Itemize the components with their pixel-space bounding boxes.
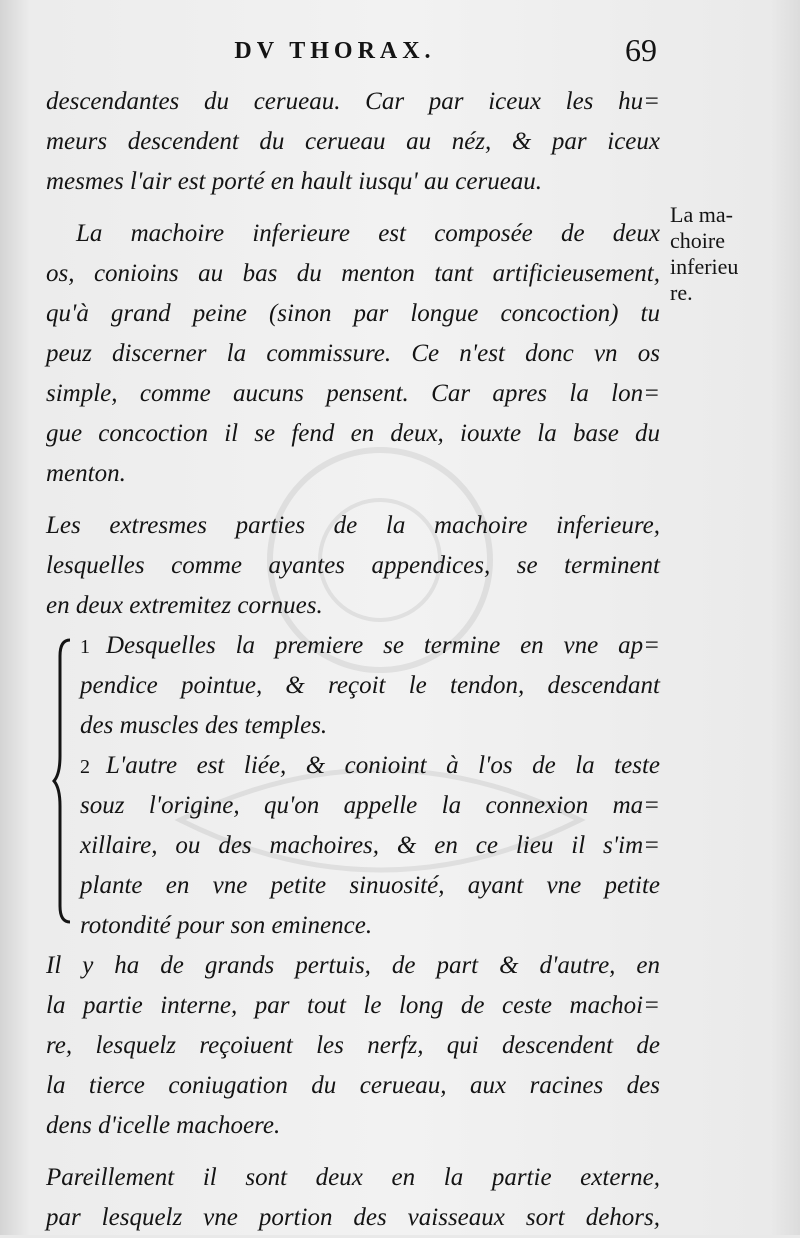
marginal-note <box>670 202 780 306</box>
text-line: os, conioins au bas du menton tant artificieusement, <box>46 260 660 287</box>
list-line-text: Desquelles la premiere se termine en vne ap= <box>106 632 660 659</box>
paragraph <box>46 506 660 626</box>
text-line: en deux extremitez cornues. <box>46 592 323 619</box>
list-item <box>46 746 660 946</box>
text-line: pendice pointue, & reçoit le tendon, descendant <box>80 672 660 699</box>
text-line: re, lesquelz reçoiuent les nerfz, qui descendent de <box>46 1032 660 1059</box>
text-line: lesquelles comme ayantes appendices, se terminent <box>46 552 660 579</box>
paragraph <box>46 1158 660 1238</box>
running-head: DV THORAX. <box>234 38 436 64</box>
text-line <box>46 746 660 786</box>
paragraph <box>46 214 660 494</box>
text-line: xillaire, ou des machoires, & en ce lieu il s'im= <box>80 832 660 859</box>
marginal-note-line: La ma- <box>670 202 733 227</box>
paragraph <box>46 82 660 202</box>
marginal-note-line: inferieu <box>670 254 739 279</box>
text-line: des muscles des temples. <box>80 712 328 739</box>
list-number: 2 <box>80 756 90 778</box>
page-number: 69 <box>625 32 657 68</box>
text-line: simple, comme aucuns pensent. Car apres la lon= <box>46 380 660 407</box>
text-line: qu'à grand peine (sinon par longue concoction) tu <box>46 300 660 327</box>
text-line: plante en vne petite sinuosité, ayant vne petite <box>80 872 660 899</box>
text-line: rotondité pour son eminence. <box>80 912 373 939</box>
curly-brace-icon <box>52 636 74 926</box>
text-line: souz l'origine, qu'on appelle la connexion ma= <box>80 792 660 819</box>
text-line: par lesquelz vne portion des vaisseaux sort dehors, <box>46 1204 660 1231</box>
text-line: peuz discerner la commissure. Ce n'est donc vn os <box>46 340 660 367</box>
text-line: Pareillement il sont deux en la partie externe, <box>46 1164 660 1191</box>
text-line: gue concoction il se fend en deux, iouxte la base du <box>46 420 660 447</box>
text-line: Il y ha de grands pertuis, de part & d'autre, en <box>46 952 660 979</box>
text-line <box>46 626 660 666</box>
marginal-note-line: choire <box>670 228 725 253</box>
text-line: la tierce coniugation du cerueau, aux racines des <box>46 1072 660 1099</box>
text-line: mesmes l'air est porté en hault iusqu' au cerueau. <box>46 168 543 195</box>
text-line: dens d'icelle machoere. <box>46 1112 281 1139</box>
text-line: La machoire inferieure est composée de deux <box>76 220 660 247</box>
list-item <box>46 626 660 746</box>
text-line: Les extresmes parties de la machoire inferieure, <box>46 512 660 539</box>
list-number: 1 <box>80 636 90 658</box>
marginal-note-line: re. <box>670 280 693 305</box>
text-line: meurs descendent du cerueau au néz, & par iceux <box>46 128 660 155</box>
text-line: descendantes du cerueau. Car par iceux les hu= <box>46 88 660 115</box>
numbered-list <box>46 626 660 946</box>
main-text <box>46 82 660 1238</box>
paragraph <box>46 946 660 1146</box>
text-line: la partie interne, par tout le long de ceste machoi= <box>46 992 660 1019</box>
text-line: menton. <box>46 460 126 487</box>
list-line-text: L'autre est liée, & conioint à l'os de la teste <box>106 752 660 779</box>
